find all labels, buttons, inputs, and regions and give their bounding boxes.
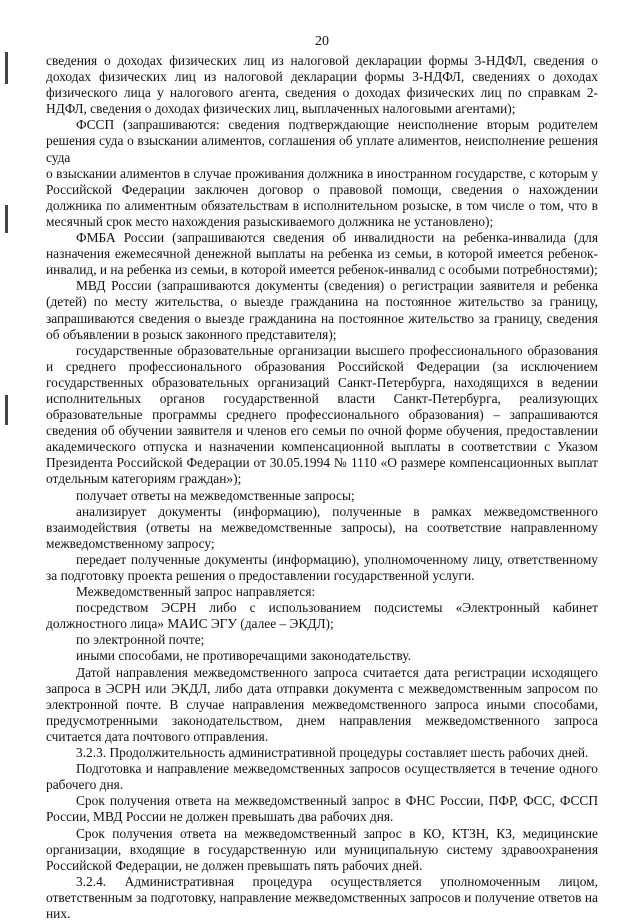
paragraph: Срок получения ответа на межведомственный запрос в КО, КТЗН, КЗ, медицинские организации, входящие в государственную или муниципальную систему здравоохранения Российской Федерации, не должен превышать пять рабочих дней.: [46, 825, 598, 873]
paragraph: посредством ЭСРН либо с использованием подсистемы «Электронный кабинет должностного лица» МАИС ЭГУ (далее – ЭКДЛ);: [46, 600, 598, 632]
paragraph: МВД России (запрашиваются документы (сведения) о регистрации заявителя и ребенка (детей) по месту жительства, о выезде гражданина на постоянное жительство за границу, запрашиваются сведения о выезде гражданина на постоянное жительство за границу, сведения об объявлении в розыск законного представителя);: [46, 278, 598, 342]
scan-edge-mark: [5, 395, 8, 425]
paragraph: иными способами, не противоречащими законодательству.: [76, 648, 411, 664]
paragraph: государственные образовательные организации высшего профессионального образования и среднего профессионального образования Российской Федерации (за исключением государственных образовательных организаций Санкт-Петербурга, находящихся в ведении исполнительных органов государственной власти Санкт-Петербурга, реализующих образовательные программы среднего профессионального образования) – запрашиваются сведения об обучении заявителя и членов его семьи по очной форме обучения, предоставлении академического отпуска и назначении компенсационной выплаты в соответствии с Указом Президента Российской Федерации от 30.05.1994 № 1110 «О размере компенсационных выплат отдельным категориям граждан»);: [46, 342, 598, 487]
paragraph: ФССП (запрашиваются: сведения подтверждающие неисполнение вторым родителем решения суда о взыскании алиментов, соглашения об уплате алиментов, неисполнение решения суда: [46, 117, 598, 165]
paragraph: анализирует документы (информацию), полученные в рамках межведомственного взаимодействия (ответы на межведомственные запросы), на соответствие направленному межведомственному запросу;: [46, 503, 598, 551]
scan-edge-mark: [5, 205, 8, 233]
document-page: [46, 34, 598, 922]
paragraph: о взыскании алиментов в случае проживания должника в иностранном государстве, с которым у Российской Федерации заключен договор о правовой помощи, сведения о нахождении должника по алиментным обязательствам в исполнительном розыске, в том числе о том, что в месячный срок место нахождения разыскиваемого должника не установлено);: [46, 165, 598, 229]
paragraph: передает полученные документы (информацию), уполномоченному лицу, ответственному за подготовку проекта решения о предоставлении государственной услуги.: [46, 551, 598, 583]
paragraph: сведения о доходах физических лиц из налоговой декларации формы 3-НДФЛ, сведения о доходах физических лиц из налоговой декларации формы 3-НДФЛ, сведениях о доходах физического лица у налогового агента, сведения о доходах физических лиц по справкам 2-НДФЛ, сведения о доходах физических лиц, выплаченных налоговыми агентами);: [46, 53, 598, 117]
page-number: 20: [315, 34, 329, 49]
paragraph: по электронной почте;: [76, 632, 205, 648]
paragraph: Датой направления межведомственного запроса считается дата регистрации исходящего запроса в ЭСРН или ЭКДЛ, либо дата отправки документа с межведомственным запросом по электронной почте. В случае направления межведомственного запроса иными способами, предусмотренными законодательством, днем направления межведомственного запроса считается дата почтового отправления.: [46, 664, 598, 744]
paragraph: получает ответы на межведомственные запросы;: [76, 487, 355, 503]
paragraph: 3.2.4. Административная процедура осуществляется уполномоченным лицом, ответственным за подготовку, направление межведомственных запросов и получение ответов на них.: [46, 873, 598, 921]
paragraph: Межведомственный запрос направляется:: [76, 584, 316, 600]
paragraph: Подготовка и направление межведомственных запросов осуществляется в течение одного рабочего дня.: [46, 761, 598, 793]
scan-edge-mark: [5, 52, 8, 84]
paragraph: Срок получения ответа на межведомственный запрос в ФНС России, ПФР, ФСС, ФССП России, МВД России не должен превышать два рабочих дня.: [46, 793, 598, 825]
paragraph: 3.2.3. Продолжительность административной процедуры составляет шесть рабочих дней.: [76, 745, 589, 761]
paragraph: ФМБА России (запрашиваются сведения об инвалидности на ребенка-инвалида (для назначения ежемесячной денежной выплаты на ребенка из семьи, в которой имеется ребенок-инвалид, и на ребенка из семьи, в которой имеется ребенок-инвалид с особыми потребностями);: [46, 230, 598, 278]
